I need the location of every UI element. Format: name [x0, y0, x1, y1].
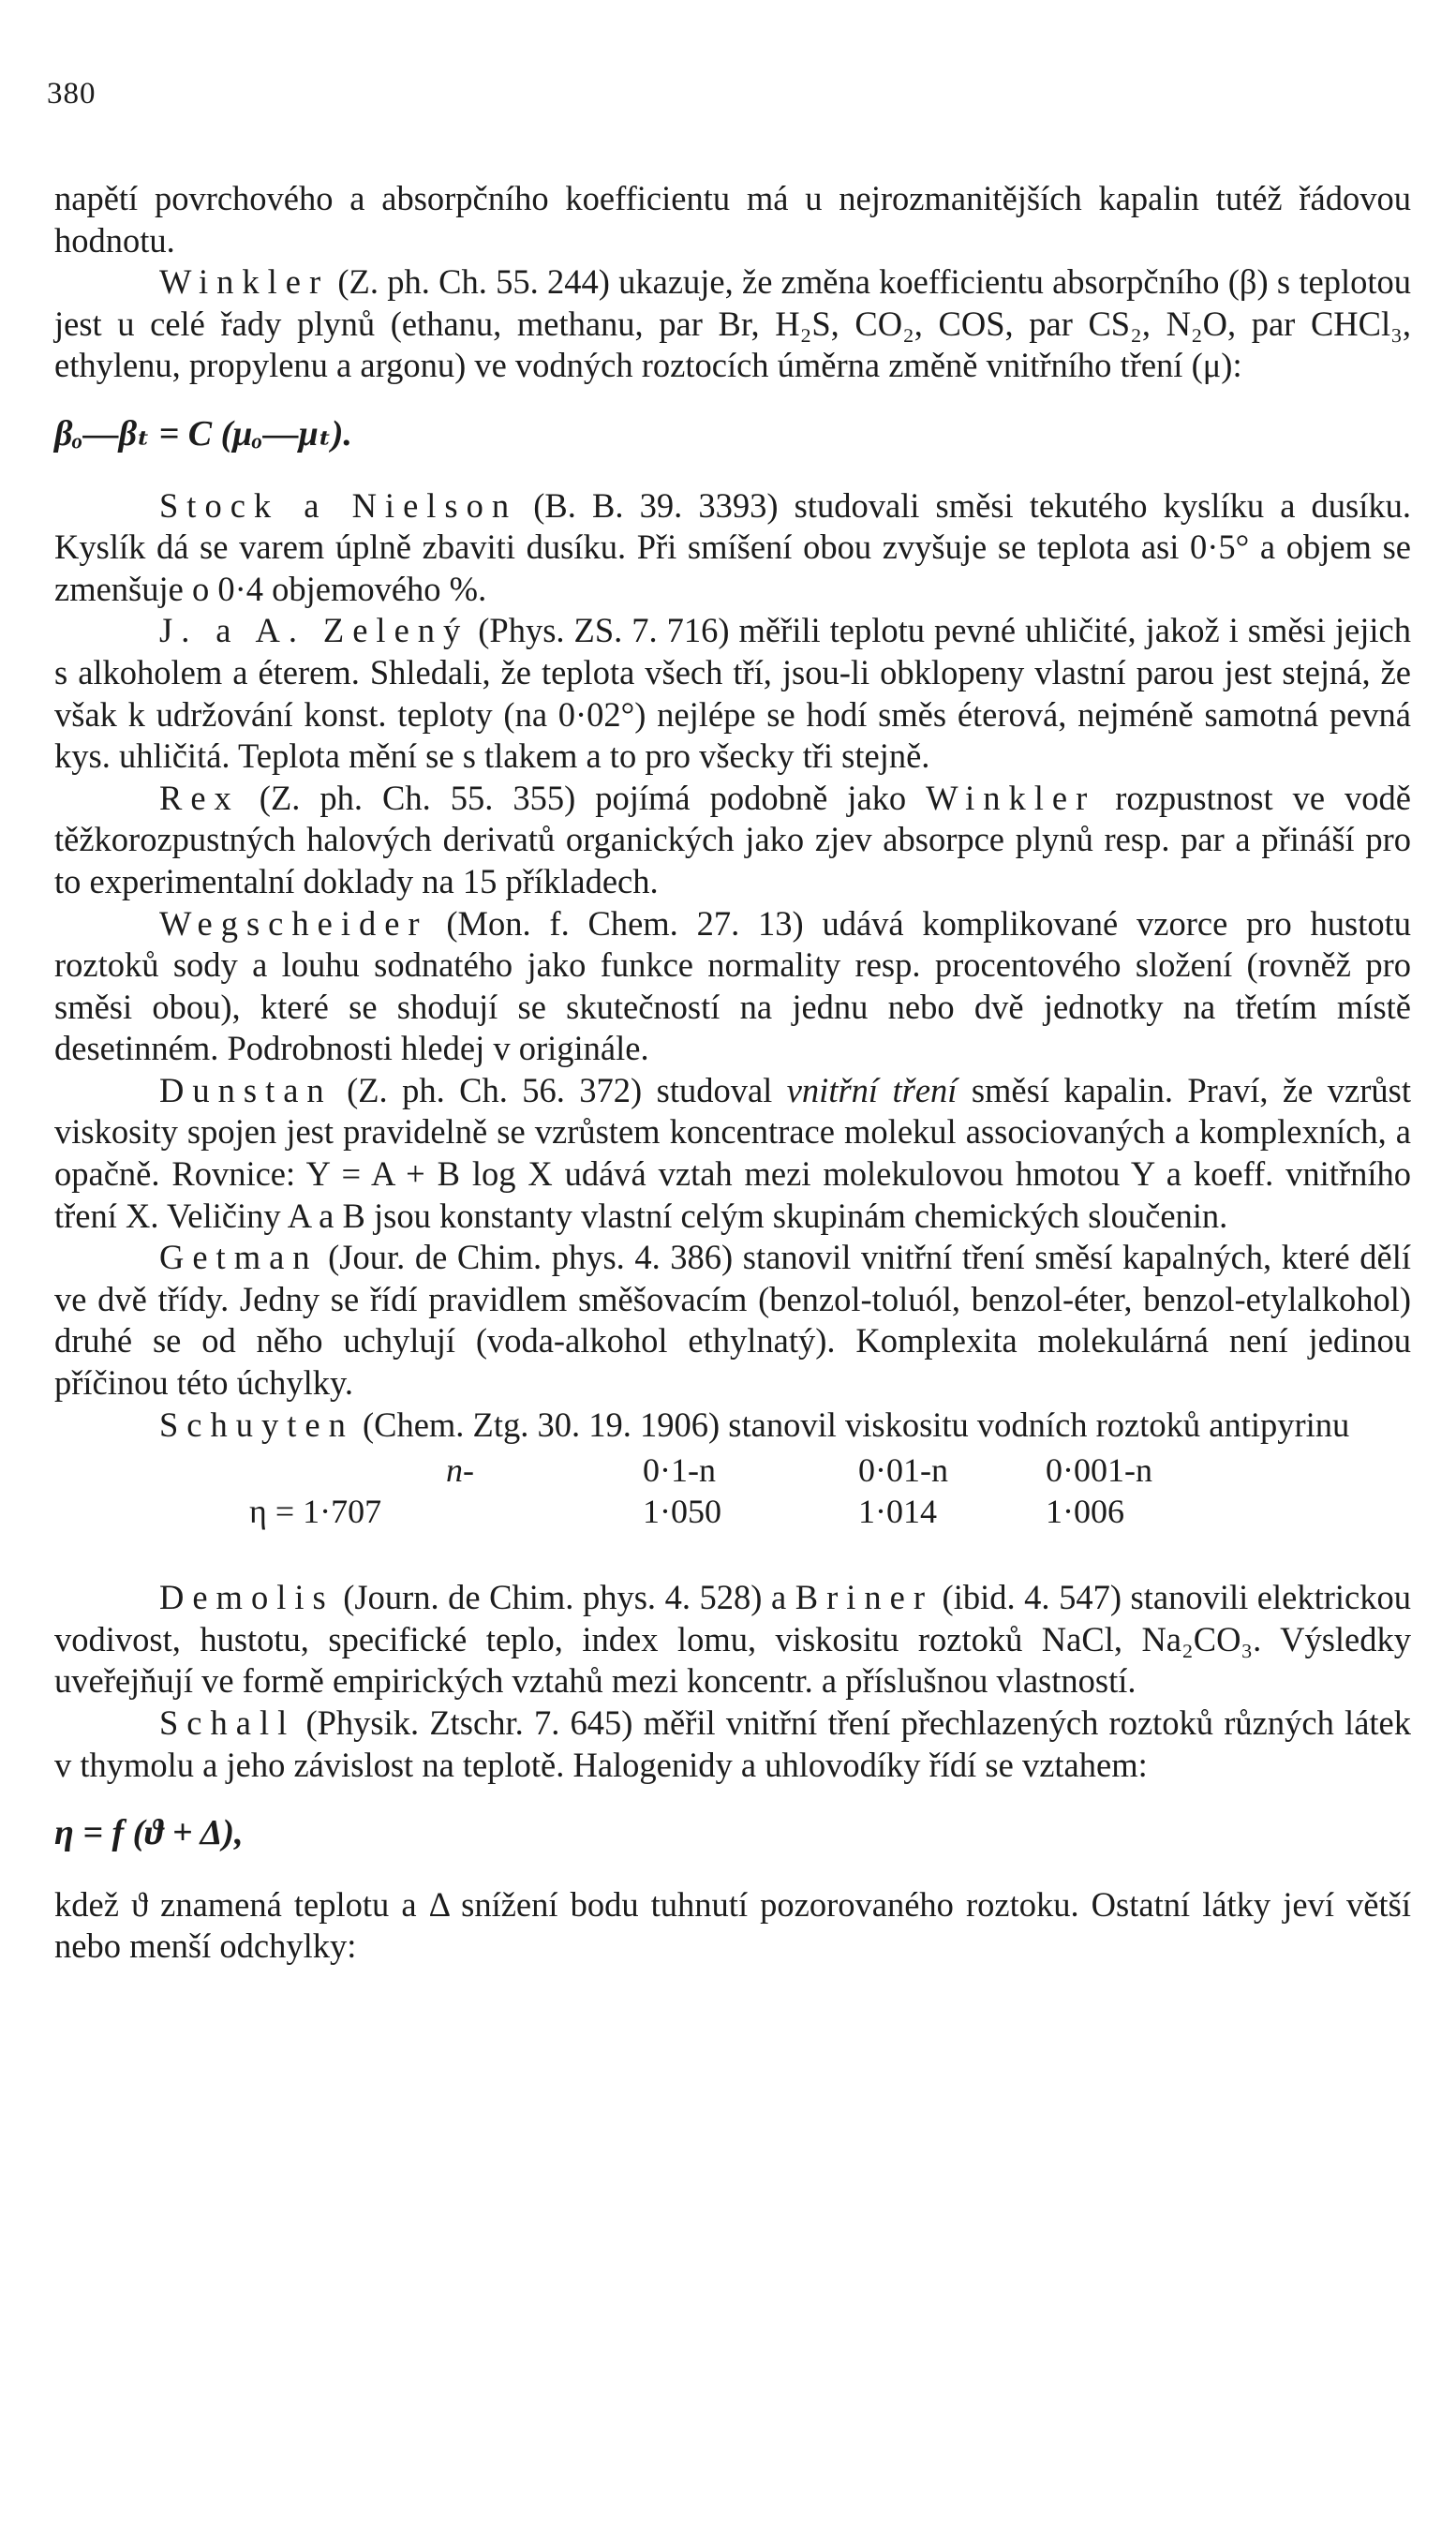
paragraph-text: (ibid. 4. 547) stanovili elektrickou vodivost, hustotu, specifické teplo, index lomu, viskositu roztoků NaCl, Na₂CO₃. Výsledky uveřejňují ve formě empirických vztahů mezi koncentr. a příslušnou vlastností. — [54, 1578, 1411, 1701]
paragraph-text: (Chem. Ztg. 30. 19. 1906) stanovil viskositu vodních roztoků antipyrinu — [353, 1405, 1350, 1444]
paragraph-text: (B. B. 39. 3393) studovali směsi tekutého kyslíku a dusíku. Kyslík dá se varem úplně zbaviti dusíku. Při smíšení obou zvyšuje se teplota asi 0·5° a objem se zmenšuje o 0·4 objemového %. — [54, 485, 1411, 608]
paragraph-text: (Z. ph. Ch. 56. 372) studoval — [332, 1070, 787, 1109]
paragraph-text: (Jour. de Chim. phys. 4. 386) stanovil vnitřní tření směsí kapalných, které dělí ve dvě třídy. Jedny se řídí pravidlem směšovacím (benzol-toluól, benzol-éter, benzol-etylalkohol) druhé se od něho uchylují (voda-alkohol ethylnatý). Komplexita molekulárná není jedinou příčinou této úchylky. — [54, 1238, 1411, 1403]
author-name: J. a A. Zelený — [159, 611, 469, 650]
table-cell: 0·01-n — [858, 1451, 948, 1490]
emphasis-text: vnitřní tření — [786, 1070, 958, 1109]
paragraph-schuyten — [54, 1405, 1411, 1447]
paragraph-schall — [54, 1703, 1411, 1786]
author-name: Schuyten — [159, 1405, 354, 1444]
viscosity-table — [249, 1450, 1233, 1532]
table-row — [249, 1491, 1233, 1532]
author-name: Schall — [159, 1703, 296, 1742]
table-cell: 1·014 — [858, 1493, 937, 1531]
paragraph-text: (Z. ph. Ch. 55. 244) ukazuje, že změna koefficientu absorpčního (β) s teplotou jest u celé řady plynů (ethanu, methanu, par Br, H₂S, CO₂, COS, par CS₂, N₂O, par CHCl₃, ethylenu, propylenu a argonu) ve vodných roztocích úměrna změně vnitřního tření (μ): — [54, 262, 1411, 385]
paragraph-winkler — [54, 261, 1411, 387]
author-name: Stock a Nielson — [159, 485, 518, 525]
paragraph-zeleny — [54, 610, 1411, 777]
table-cell: 0·001-n — [1046, 1451, 1152, 1490]
paragraph-last: kdež ϑ znamená teplotu a Δ snížení bodu tuhnutí pozorovaného roztoku. Ostatní látky jeví větší nebo menší odchylky: — [54, 1884, 1411, 1966]
author-name: Dunstan — [159, 1070, 333, 1109]
paragraph-getman — [54, 1237, 1411, 1404]
paragraph-text: (Z. ph. Ch. 55. 355) pojímá podobně jako — [239, 778, 927, 817]
author-name: Briner — [795, 1578, 933, 1617]
table-header-row — [249, 1450, 1233, 1491]
table-cell: n- — [446, 1451, 474, 1490]
paragraph-demolis — [54, 1577, 1411, 1703]
author-name: Winkler — [159, 262, 330, 302]
author-name: Rex — [159, 778, 240, 817]
paragraph-text: rozpustnost ve vodě těžkorozpustných halových derivatů organických jako zjev absorpce plynů resp. par a přináší pro to experimentalní doklady na 15 příkladech. — [54, 778, 1411, 900]
table-cell: 1·006 — [1046, 1493, 1124, 1531]
paragraph-dunstan — [54, 1070, 1411, 1237]
paragraph-text: (Mon. f. Chem. 27. 13) udává komplikované vzorce pro hustotu roztoků sody a louhu sodnatého jako funkce normality resp. procentového složení (rovněž pro směsi obou), které se shodují se skutečností na jednu nebo dvě jednotky na třetím místě desetinném. Podrobnosti hledej v originále. — [54, 903, 1411, 1068]
page-number: 380 — [47, 77, 97, 111]
paragraph-text: (Journ. de Chim. phys. 4. 528) a — [334, 1578, 795, 1617]
table-cell — [249, 1450, 446, 1491]
author-name: Winkler — [926, 778, 1096, 817]
paragraph-text: směsí kapalin. Praví, že vzrůst viskosity spojen jest pravidelně se vzrůstem koncentrace molekul associovaných a komplexních, a opačně. Rovnice: Y = A + B log X udává vztah mezi molekulovou hmotou Y a koeff. vnitřního tření X. Veličiny A a B jsou konstanty vlastní celým skupinám chemických sloučenin. — [54, 1070, 1411, 1235]
paragraph-text: (Physik. Ztschr. 7. 645) měřil vnitřní tření přechlazených roztoků různých látek v thymolu a jeho závislost na teplotě. Halogenidy a uhlovodíky řídí se vztahem: — [54, 1703, 1411, 1784]
table-cell: η = 1·707 — [249, 1493, 382, 1531]
author-name: Getman — [159, 1238, 319, 1277]
author-name: Demolis — [159, 1578, 334, 1617]
formula-absorption: βₒ—βₜ = C (μₒ—μₜ). — [54, 413, 352, 454]
author-name: Wegscheider — [159, 903, 428, 943]
table-cell: 1·050 — [643, 1493, 721, 1531]
paragraph-intro: napětí povrchového a absorpčního koefficientu má u nejrozmanitějších kapalin tutéž řádovou hodnotu. — [54, 179, 1411, 260]
paragraph-wegscheider — [54, 903, 1411, 1070]
paragraph-text: (Phys. ZS. 7. 716) měřili teplotu pevné uhličité, jakož i směsi jejich s alkoholem a éterem. Shledali, že teplota všech tří, jsou-li obklopeny vlastní parou jest stejná, že však k udržování konst. teploty (na 0·02°) nejlépe se hodí směs éterová, nejméně samotná pevná kys. uhličitá. Teplota mění se s tlakem a to pro všecky tři stejně. — [54, 611, 1411, 776]
formula-viscosity: η = f (ϑ + Δ), — [54, 1813, 244, 1853]
paragraph-rex — [54, 778, 1411, 903]
paragraph-stock — [54, 485, 1411, 611]
body-text — [54, 178, 1411, 1968]
table-cell: 0·1-n — [643, 1451, 716, 1490]
